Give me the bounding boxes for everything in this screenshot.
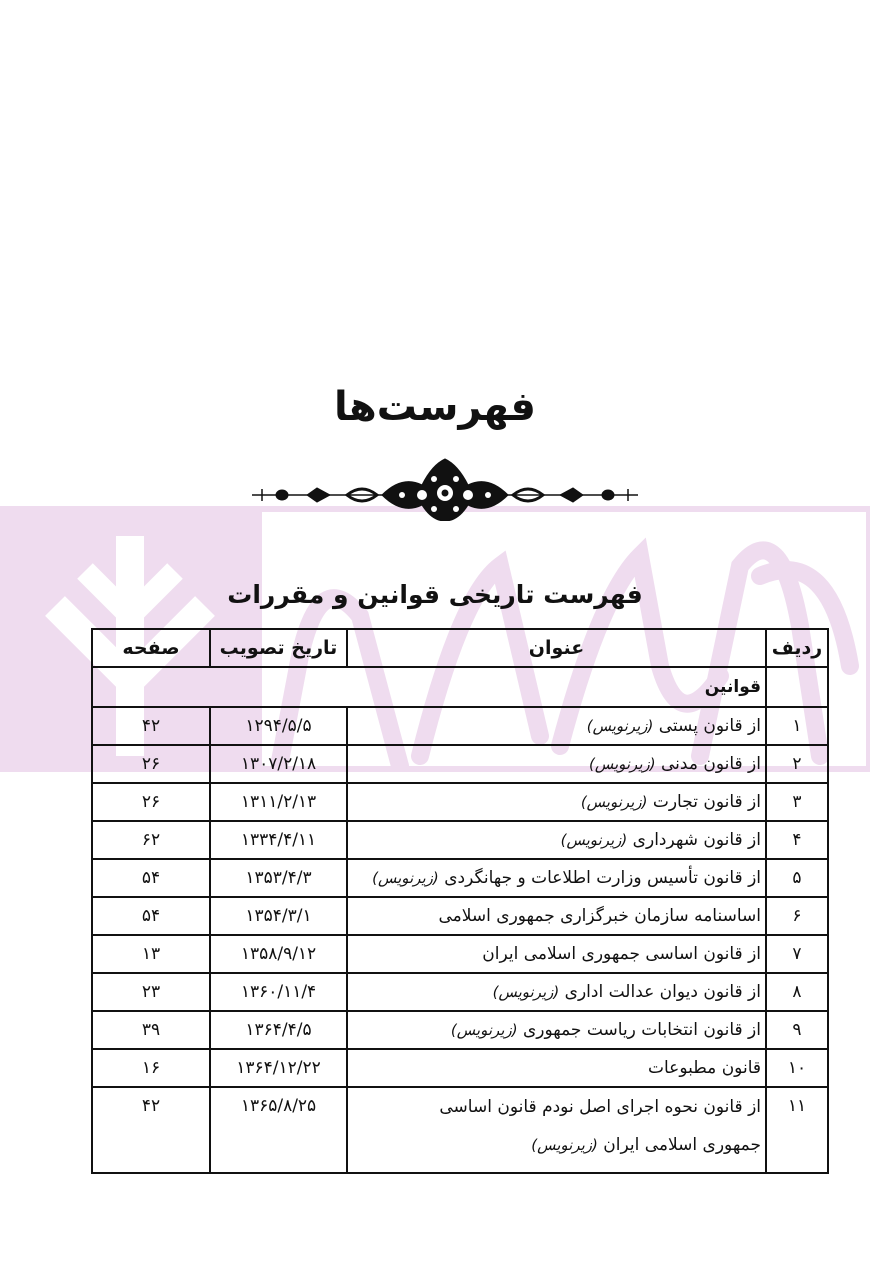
header-row-number: ردیف	[766, 629, 828, 667]
table-row	[92, 1049, 828, 1087]
row-title	[347, 1087, 766, 1173]
row-approval-date: ۱۲۹۴/۵/۵	[210, 707, 347, 745]
row-approval-date: ۱۳۵۸/۹/۱۲	[210, 935, 347, 973]
row-title	[347, 821, 766, 859]
row-title-text: از قانون دیوان عدالت اداری	[564, 982, 761, 1002]
row-number: ۹	[766, 1011, 828, 1049]
row-approval-date: ۱۳۳۴/۴/۱۱	[210, 821, 347, 859]
header-page: صفحه	[92, 629, 210, 667]
table-row	[92, 821, 828, 859]
row-footnote-mark: (زیرنویس)	[586, 717, 654, 735]
row-page: ۲۳	[92, 973, 210, 1011]
row-title-text: از قانون مدنی	[661, 754, 761, 774]
row-page: ۱۶	[92, 1049, 210, 1087]
row-approval-date: ۱۳۰۷/۲/۱۸	[210, 745, 347, 783]
row-page: ۲۶	[92, 783, 210, 821]
section-label: قوانین	[92, 667, 766, 707]
row-title-text: از قانون تأسیس وزارت اطلاعات و جهانگردی	[444, 868, 761, 888]
row-footnote-mark: (زیرنویس)	[450, 1021, 518, 1039]
table-row	[92, 745, 828, 783]
row-number: ۱۰	[766, 1049, 828, 1087]
row-footnote-mark: (زیرنویس)	[492, 983, 560, 1001]
row-footnote-mark: (زیرنویس)	[560, 831, 628, 849]
row-title-line-2	[352, 1126, 761, 1164]
row-footnote-mark: (زیرنویس)	[372, 869, 439, 887]
row-footnote-mark: (زیرنویس)	[588, 755, 656, 773]
row-title	[347, 783, 766, 821]
row-page: ۴۲	[92, 707, 210, 745]
row-title-text: جمهوری اسلامی ایران	[603, 1135, 761, 1155]
row-number: ۶	[766, 897, 828, 935]
table-row	[92, 935, 828, 973]
row-page: ۵۴	[92, 859, 210, 897]
row-title	[347, 745, 766, 783]
row-approval-date: ۱۳۶۴/۴/۵	[210, 1011, 347, 1049]
section-title: فهرست تاریخی قوانین و مقررات	[227, 580, 643, 609]
table-row	[92, 973, 828, 1011]
row-number: ۱	[766, 707, 828, 745]
page-title: فهرست‌ها	[334, 384, 536, 430]
row-title	[347, 859, 766, 897]
row-number: ۷	[766, 935, 828, 973]
table-row	[92, 897, 828, 935]
table-row	[92, 859, 828, 897]
row-title-text: از قانون پستی	[658, 716, 761, 736]
section-row	[92, 667, 828, 707]
row-number: ۸	[766, 973, 828, 1011]
row-approval-date: ۱۳۶۴/۱۲/۲۲	[210, 1049, 347, 1087]
table-row	[92, 1011, 828, 1049]
row-title-text: از قانون شهرداری	[632, 830, 761, 850]
row-title-text: از قانون تجارت	[652, 792, 761, 812]
row-approval-date: ۱۳۵۴/۳/۱	[210, 897, 347, 935]
row-footnote-mark: (زیرنویس)	[580, 793, 648, 811]
row-number: ۱۱	[766, 1087, 828, 1173]
row-number: ۳	[766, 783, 828, 821]
row-title-line-1: از قانون نحوه اجرای اصل نودم قانون اساسی	[439, 1097, 761, 1117]
row-title	[347, 973, 766, 1011]
row-approval-date: ۱۳۶۰/۱۱/۴	[210, 973, 347, 1011]
row-number: ۴	[766, 821, 828, 859]
table-row	[92, 1087, 828, 1173]
row-page: ۳۹	[92, 1011, 210, 1049]
row-page: ۲۶	[92, 745, 210, 783]
row-page: ۴۲	[92, 1087, 210, 1173]
row-title-text: از قانون انتخابات ریاست جمهوری	[522, 1020, 761, 1040]
row-number: ۲	[766, 745, 828, 783]
row-title	[347, 935, 766, 973]
row-page: ۱۳	[92, 935, 210, 973]
row-approval-date: ۱۳۱۱/۲/۱۳	[210, 783, 347, 821]
row-number: ۵	[766, 859, 828, 897]
row-footnote-mark: (زیرنویس)	[531, 1136, 598, 1154]
table-row	[92, 783, 828, 821]
header-title: عنوان	[347, 629, 766, 667]
row-title	[347, 707, 766, 745]
laws-index-table	[91, 628, 829, 1174]
table-header-row	[92, 629, 828, 667]
row-page: ۵۴	[92, 897, 210, 935]
row-title-text: اساسنامه سازمان خبرگزاری جمهوری اسلامی	[438, 906, 761, 926]
row-title-text: از قانون اساسی جمهوری اسلامی ایران	[482, 944, 761, 964]
row-title	[347, 1011, 766, 1049]
ornament-divider-icon	[252, 455, 638, 521]
table-row	[92, 707, 828, 745]
row-title-text: قانون مطبوعات	[648, 1058, 761, 1078]
row-approval-date: ۱۳۶۵/۸/۲۵	[210, 1087, 347, 1173]
row-title	[347, 897, 766, 935]
row-title	[347, 1049, 766, 1087]
header-approval-date: تاریخ تصویب	[210, 629, 347, 667]
section-empty-cell	[766, 667, 828, 707]
row-approval-date: ۱۳۵۳/۴/۳	[210, 859, 347, 897]
row-page: ۶۲	[92, 821, 210, 859]
